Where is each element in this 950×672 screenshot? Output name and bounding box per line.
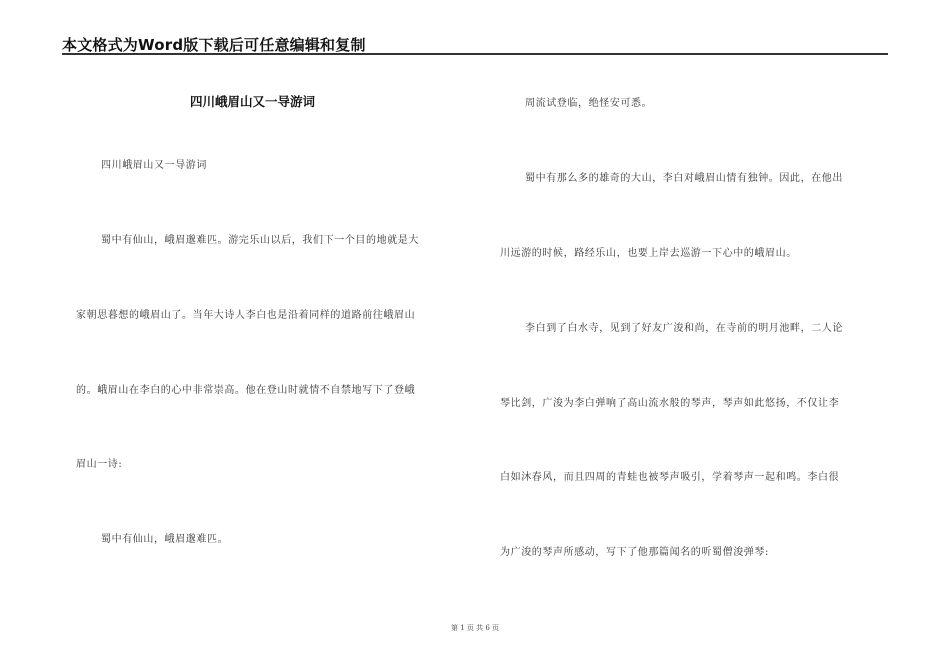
- right-line-3: 川远游的时候，路经乐山，也要上岸去巡游一下心中的峨眉山。: [500, 248, 797, 259]
- right-line-1: 周流试登临，绝怪安可悉。: [525, 98, 653, 109]
- left-line-5: 眉山一诗:: [76, 459, 123, 470]
- header-banner: 本文格式为Word版下载后可任意编辑和复制: [62, 36, 366, 54]
- left-line-6: 蜀中有仙山，峨眉邈难匹。: [101, 534, 229, 545]
- left-line-3: 家朝思暮想的峨眉山了。当年大诗人李白也是沿着同样的道路前往峨眉山: [76, 310, 416, 321]
- right-line-6: 白如沐春风，而且四周的青蛙也被琴声吸引，学着琴声一起和鸣。李白很: [500, 472, 840, 483]
- right-line-2: 蜀中有那么多的雄奇的大山，李白对峨眉山情有独钟。因此，在他出: [525, 173, 843, 184]
- right-line-4: 李白到了白水寺，见到了好友广浚和尚，在寺前的明月池畔，二人论: [525, 323, 843, 334]
- left-line-1: 四川峨眉山又一导游词: [101, 160, 207, 171]
- document-title: 四川峨眉山又一导游词: [190, 94, 316, 109]
- header-divider: [62, 53, 888, 55]
- left-line-4: 的。峨眉山在李白的心中非常崇高。他在登山时就情不自禁地写下了登峨: [76, 385, 416, 396]
- page-number: 第 1 页 共 6 页: [450, 624, 500, 632]
- right-line-7: 为广浚的琴声所感动，写下了他那篇闻名的听蜀僧浚弹琴:: [500, 547, 769, 558]
- left-line-2: 蜀中有仙山，峨眉邈难匹。游完乐山以后，我们下一个目的地就是大: [101, 235, 419, 246]
- right-line-5: 琴比剑，广浚为李白弹响了高山流水般的琴声，琴声如此悠扬，不仅让李: [500, 398, 840, 409]
